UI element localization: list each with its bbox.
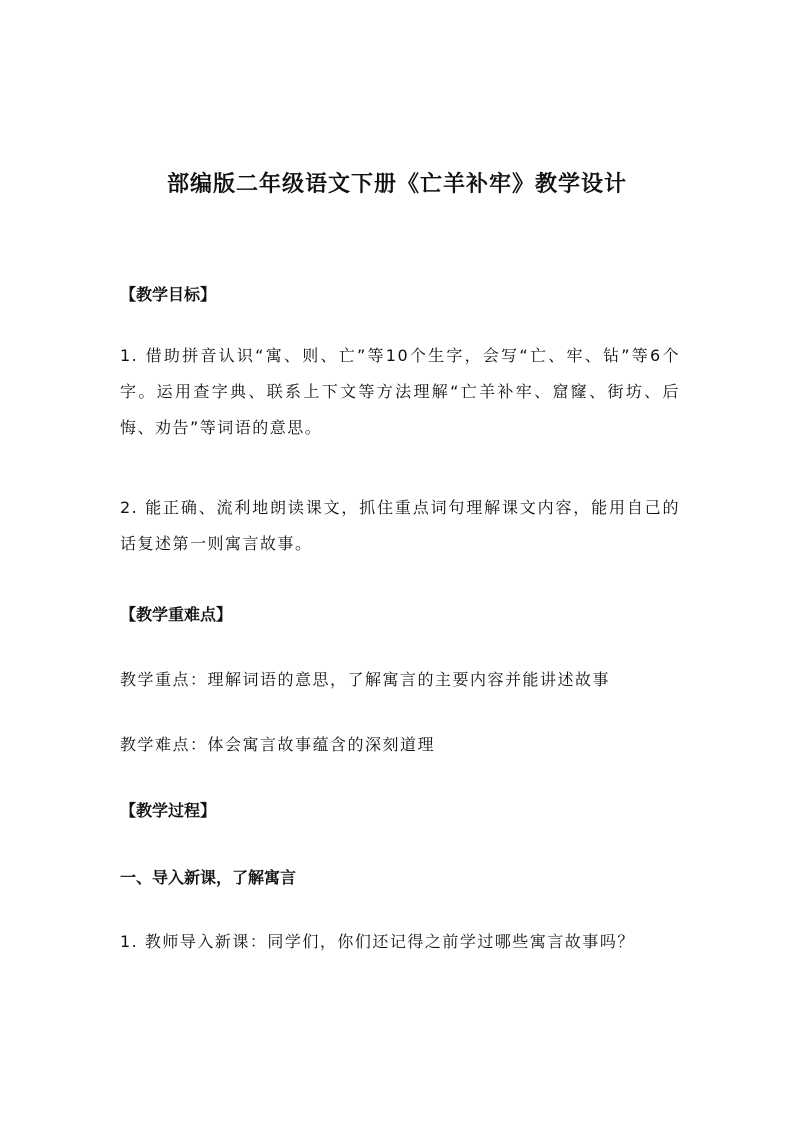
key-point-text: 教学重点：理解词语的意思，了解寓言的主要内容并能讲述故事 bbox=[120, 670, 611, 689]
process-heading: 【教学过程】 bbox=[120, 801, 217, 820]
objectives-heading: 【教学目标】 bbox=[120, 285, 217, 304]
key-points-heading: 【教学重难点】 bbox=[120, 605, 233, 624]
objective-2-paragraph: 2. 能正确、流利地朗读课文，抓住重点词句理解课文内容，能用自己的话复述第一则寓言故事。 bbox=[120, 498, 680, 553]
objective-1-paragraph: 1. 借助拼音认识“寓、则、亡”等10个生字，会写“亡、牢、钻”等6个字。运用查字典、联系上下文等方法理解“亡羊补牢、窟窿、街坊、后悔、劝告”等词语的意思。 bbox=[120, 346, 680, 437]
document-title: 部编版二年级语文下册《亡羊补牢》教学设计 bbox=[166, 172, 627, 197]
difficult-point-text: 教学难点：体会寓言故事蕴含的深刻道理 bbox=[120, 735, 436, 754]
step-1-item-1: 1. 教师导入新课：同学们，你们还记得之前学过哪些寓言故事吗？ bbox=[120, 932, 635, 951]
step-1-heading: 一、导入新课，了解寓言 bbox=[120, 868, 297, 887]
